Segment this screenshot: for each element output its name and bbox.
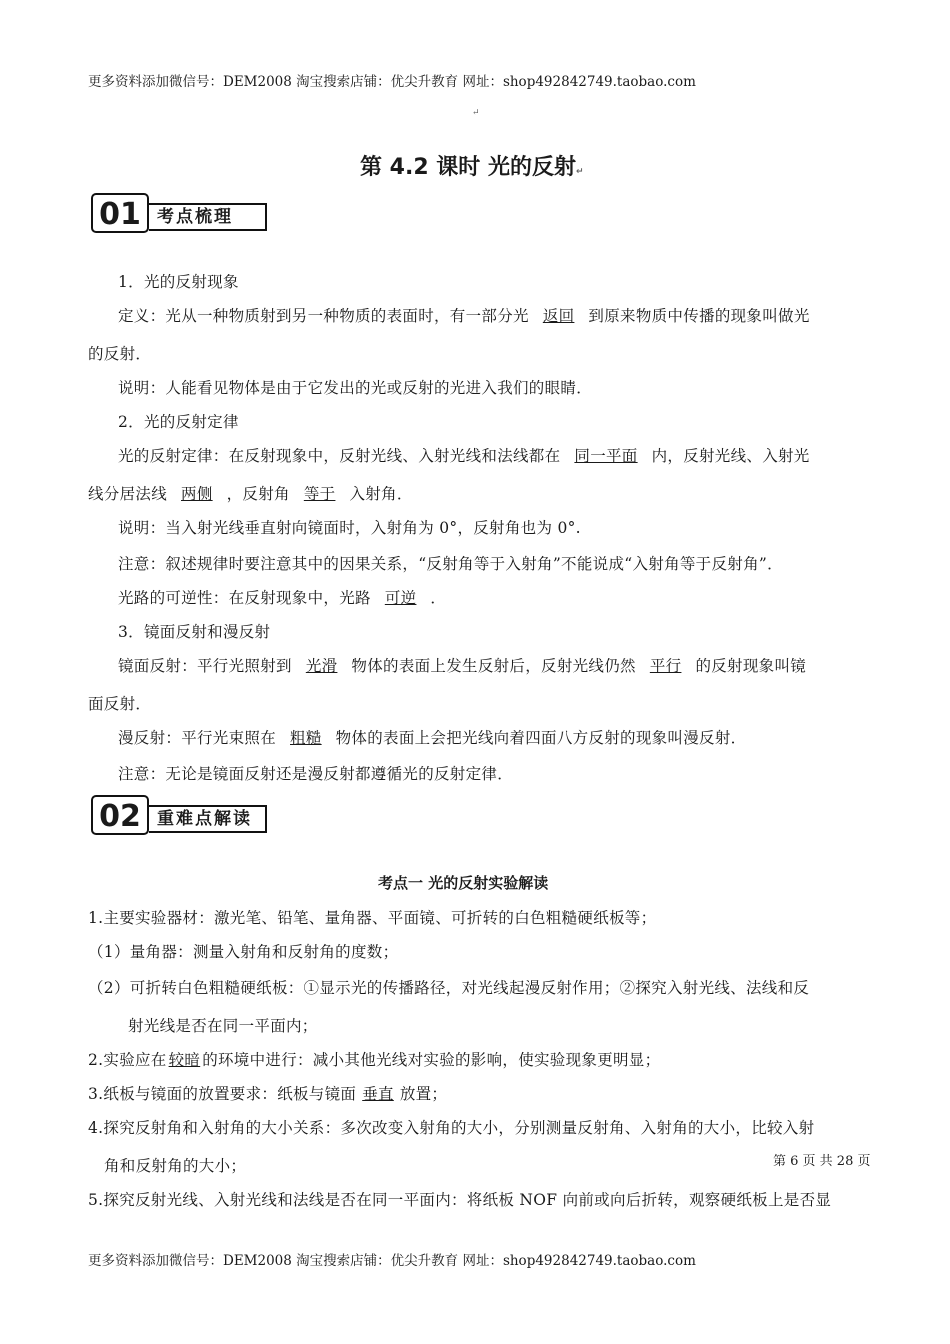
section-label: 重难点解读 (149, 805, 267, 833)
blank-answer: 垂直 (362, 1085, 394, 1103)
list-item: 3.纸板与镜面的放置要求：纸板与镜面 垂直 放置； (88, 1085, 448, 1103)
list-item: 射光线是否在同一平面内； (128, 1017, 318, 1035)
blank-answer: 返回 (542, 307, 575, 325)
section-number: 02 (91, 795, 149, 835)
list-item: 5.探究反射光线、入射光线和法线是否在同一平面内：将纸板 NOF 向前或向后折转，观察硬纸板上是否显 (88, 1191, 832, 1209)
blank-answer: 两侧 (181, 485, 213, 503)
section-badge-01 (91, 193, 269, 235)
definition-line: 定义：光从一种物质射到另一种物质的表面时，有一部分光 返回 到原来物质中传播的现象叫做光 (118, 307, 810, 325)
blank-answer: 较暗 (168, 1051, 201, 1069)
mirror-line: 镜面反射：平行光照射到 光滑 物体的表面上发生反射后，反射光线仍然 平行 的反射现象叫镜 (118, 657, 807, 675)
diffuse-line: 漫反射：平行光束照在 粗糙 物体的表面上会把光线向着四面八方反射的现象叫漫反射． (118, 729, 747, 747)
section-number: 01 (91, 193, 149, 233)
heading-2: 2．光的反射定律 (118, 413, 239, 431)
title-text: 第 4.2 课时 光的反射 (360, 155, 576, 180)
heading-3: 3．镜面反射和漫反射 (118, 623, 271, 641)
blank-answer: 光滑 (305, 657, 338, 675)
list-item: 角和反射角的大小； (104, 1157, 247, 1175)
blank-answer: 同一平面 (574, 447, 638, 465)
list-item: （1）量角器：测量入射角和反射角的度数； (88, 943, 399, 961)
list-item: 4.探究反射角和入射角的大小关系：多次改变入射角的大小，分别测量反射角、入射角的大小，比较入射 (88, 1119, 815, 1137)
blank-answer: 平行 (649, 657, 682, 675)
list-item: （2）可折转白色粗糙硬纸板：①显示光的传播路径，对光线起漫反射作用；②探究入射光线、法线和反 (88, 979, 810, 997)
law-line: 光的反射定律：在反射现象中，反射光线、入射光线和法线都在 同一平面 内，反射光线、入射光 (118, 447, 810, 465)
reversibility-line: 光路的可逆性：在反射现象中，光路 可逆 ． (118, 589, 447, 607)
definition-cont: 的反射． (88, 345, 152, 363)
note-line: 说明：当入射光线垂直射向镜面时，入射角为 0°，反射角也为 0°. (118, 519, 581, 537)
subsection-heading: 考点一 光的反射实验解读 (378, 874, 549, 892)
law-cont: 线分居法线 两侧 ，反射角 等于 入射角． (88, 485, 413, 503)
blank-answer: 粗糙 (290, 729, 322, 747)
section-label: 考点梳理 (149, 203, 267, 231)
mirror-cont: 面反射． (88, 695, 152, 713)
note-line: 注意：无论是镜面反射还是漫反射都遵循光的反射定律． (118, 765, 514, 783)
blank-answer: 等于 (303, 485, 336, 503)
heading-1: 1．光的反射现象 (118, 273, 239, 291)
note-line: 注意：叙述规律时要注意其中的因果关系，“反射角等于入射角”不能说成“入射角等于反射角”． (118, 555, 783, 573)
paragraph-mark: ↵ (472, 108, 480, 118)
list-item: 1.主要实验器材：激光笔、铅笔、量角器、平面镜、可折转的白色粗糙硬纸板等； (88, 909, 657, 927)
page-title (360, 150, 584, 181)
page-header: 更多资料添加微信号：DEM2008 淘宝搜索店铺：优尖升教育 网址：shop492842749.taobao.com (88, 74, 696, 90)
page-number: 第 6 页 共 28 页 (773, 1154, 871, 1169)
blank-answer: 可逆 (384, 589, 417, 607)
note-line: 说明：人能看见物体是由于它发出的光或反射的光进入我们的眼睛． (118, 379, 593, 397)
section-badge-02 (91, 795, 269, 837)
list-item: 2.实验应在 较暗 的环境中进行：减小其他光线对实验的影响，使实验现象更明显； (88, 1051, 661, 1069)
page-footer: 更多资料添加微信号：DEM2008 淘宝搜索店铺：优尖升教育 网址：shop492842749.taobao.com (88, 1253, 696, 1269)
paragraph-mark: ↵ (575, 167, 584, 177)
